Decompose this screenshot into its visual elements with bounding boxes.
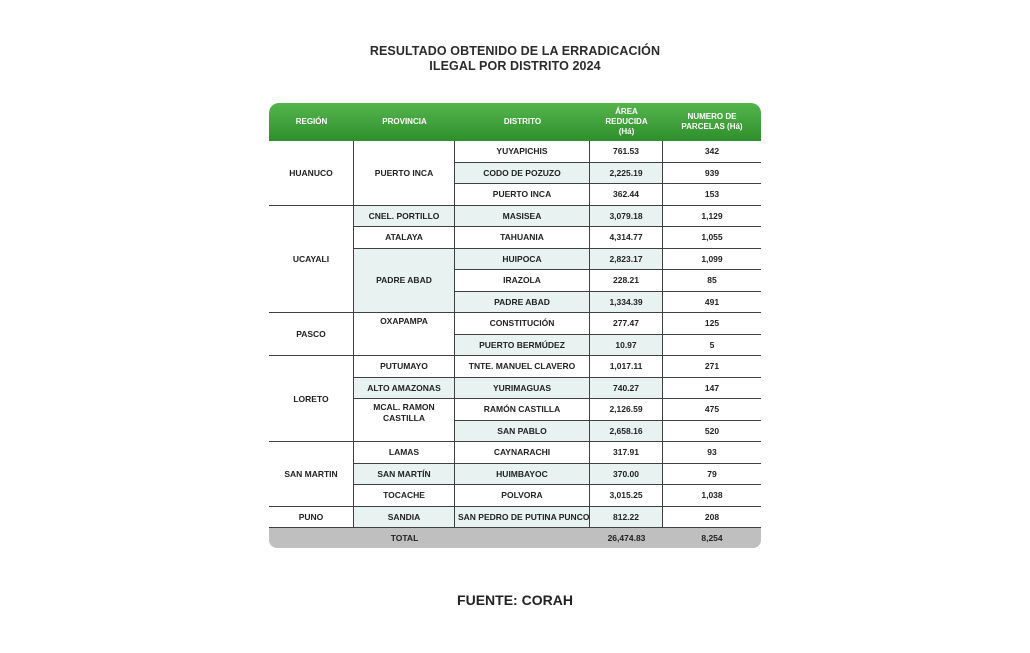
table-row [269, 507, 761, 529]
total-parcelas: 8,254 [663, 528, 761, 548]
area-cell: 3,015.25 [590, 485, 663, 507]
table-row [269, 313, 761, 335]
province-cell: TOCACHE [354, 485, 455, 507]
area-cell: 740.27 [590, 378, 663, 400]
area-cell: 2,126.59 [590, 399, 663, 421]
area-cell: 4,314.77 [590, 227, 663, 249]
parcelas-cell: 520 [663, 421, 761, 443]
area-cell: 228.21 [590, 270, 663, 292]
parcelas-cell: 5 [663, 335, 761, 357]
province-cell: OXAPAMPA [354, 313, 455, 356]
district-cell: POLVORA [455, 485, 590, 507]
province-cell: ALTO AMAZONAS [354, 378, 455, 400]
district-cell: SAN PEDRO DE PUTINA PUNCO [455, 507, 590, 529]
region-cell: PUNO [269, 507, 354, 529]
parcelas-cell: 1,055 [663, 227, 761, 249]
header-area [590, 103, 663, 141]
table-row [269, 206, 761, 228]
total-area: 26,474.83 [590, 528, 663, 548]
area-cell: 761.53 [590, 141, 663, 163]
region-cell: LORETO [269, 356, 354, 442]
district-cell: RAMÓN CASTILLA [455, 399, 590, 421]
parcelas-cell: 79 [663, 464, 761, 486]
area-cell: 1,017.11 [590, 356, 663, 378]
district-cell: PUERTO INCA [455, 184, 590, 206]
district-cell: PADRE ABAD [455, 292, 590, 314]
header-region: REGIÓN [269, 103, 354, 141]
table-header [269, 103, 761, 141]
district-cell: SAN PABLO [455, 421, 590, 443]
parcelas-cell: 147 [663, 378, 761, 400]
district-cell: YUYAPICHIS [455, 141, 590, 163]
parcelas-cell: 125 [663, 313, 761, 335]
title-line-2: ILEGAL POR DISTRITO 2024 [429, 59, 601, 73]
parcelas-cell: 491 [663, 292, 761, 314]
area-cell: 277.47 [590, 313, 663, 335]
header-area-line2: (Há) [618, 127, 635, 136]
district-cell: TNTE. MANUEL CLAVERO [455, 356, 590, 378]
parcelas-cell: 1,038 [663, 485, 761, 507]
district-cell: MASISEA [455, 206, 590, 228]
province-cell: LAMAS [354, 442, 455, 464]
total-label: TOTAL [354, 528, 455, 548]
table-row [269, 442, 761, 464]
parcelas-cell: 475 [663, 399, 761, 421]
area-cell: 2,658.16 [590, 421, 663, 443]
area-cell: 370.00 [590, 464, 663, 486]
parcelas-cell: 1,129 [663, 206, 761, 228]
title-line-1: RESULTADO OBTENIDO DE LA ERRADICACIÓN [369, 44, 661, 58]
total-spacer [455, 528, 590, 548]
table-row [269, 141, 761, 163]
parcelas-cell: 93 [663, 442, 761, 464]
parcelas-cell: 85 [663, 270, 761, 292]
table-body [269, 141, 761, 548]
header-parcelas-line1: NUMERO DE [687, 112, 737, 121]
area-cell: 812.22 [590, 507, 663, 529]
area-cell: 317.91 [590, 442, 663, 464]
district-cell: CODO DE POZUZO [455, 163, 590, 185]
province-cell: CNEL. PORTILLO [354, 206, 455, 228]
parcelas-cell: 271 [663, 356, 761, 378]
area-cell: 362.44 [590, 184, 663, 206]
parcelas-cell: 1,099 [663, 249, 761, 271]
province-cell: PADRE ABAD [354, 249, 455, 314]
area-cell: 2,823.17 [590, 249, 663, 271]
region-cell: UCAYALI [269, 206, 354, 314]
parcelas-cell: 208 [663, 507, 761, 529]
region-cell: PASCO [269, 313, 354, 356]
province-cell: SAN MARTÍN [354, 464, 455, 486]
province-cell: PUTUMAYO [354, 356, 455, 378]
header-parcelas [663, 103, 761, 141]
parcelas-cell: 342 [663, 141, 761, 163]
region-cell: HUANUCO [269, 141, 354, 206]
district-cell: PUERTO BERMÚDEZ [455, 335, 590, 357]
district-cell: CAYNARACHI [455, 442, 590, 464]
table-row [269, 356, 761, 378]
header-distrito: DISTRITO [455, 103, 590, 141]
parcelas-cell: 939 [663, 163, 761, 185]
header-area-line1: ÁREA REDUCIDA [605, 107, 648, 126]
total-spacer [269, 528, 354, 548]
eradication-table [269, 103, 761, 548]
area-cell: 1,334.39 [590, 292, 663, 314]
total-row [269, 528, 761, 548]
source-note: FUENTE: CORAH [457, 592, 573, 608]
header-provincia: PROVINCIA [354, 103, 455, 141]
district-cell: TAHUANIA [455, 227, 590, 249]
parcelas-cell: 153 [663, 184, 761, 206]
region-cell: SAN MARTIN [269, 442, 354, 507]
province-cell: ATALAYA [354, 227, 455, 249]
district-cell: YURIMAGUAS [455, 378, 590, 400]
area-cell: 2,225.19 [590, 163, 663, 185]
area-cell: 10.97 [590, 335, 663, 357]
district-cell: IRAZOLA [455, 270, 590, 292]
province-cell: MCAL. RAMON CASTILLA [354, 399, 455, 442]
province-cell: PUERTO INCA [354, 141, 455, 206]
district-cell: HUIPOCA [455, 249, 590, 271]
header-parcelas-line2: PARCELAS (Há) [681, 122, 743, 131]
district-cell: HUIMBAYOC [455, 464, 590, 486]
area-cell: 3,079.18 [590, 206, 663, 228]
province-cell: SANDIA [354, 507, 455, 529]
district-cell: CONSTITUCIÓN [455, 313, 590, 335]
page-title [0, 44, 1030, 74]
